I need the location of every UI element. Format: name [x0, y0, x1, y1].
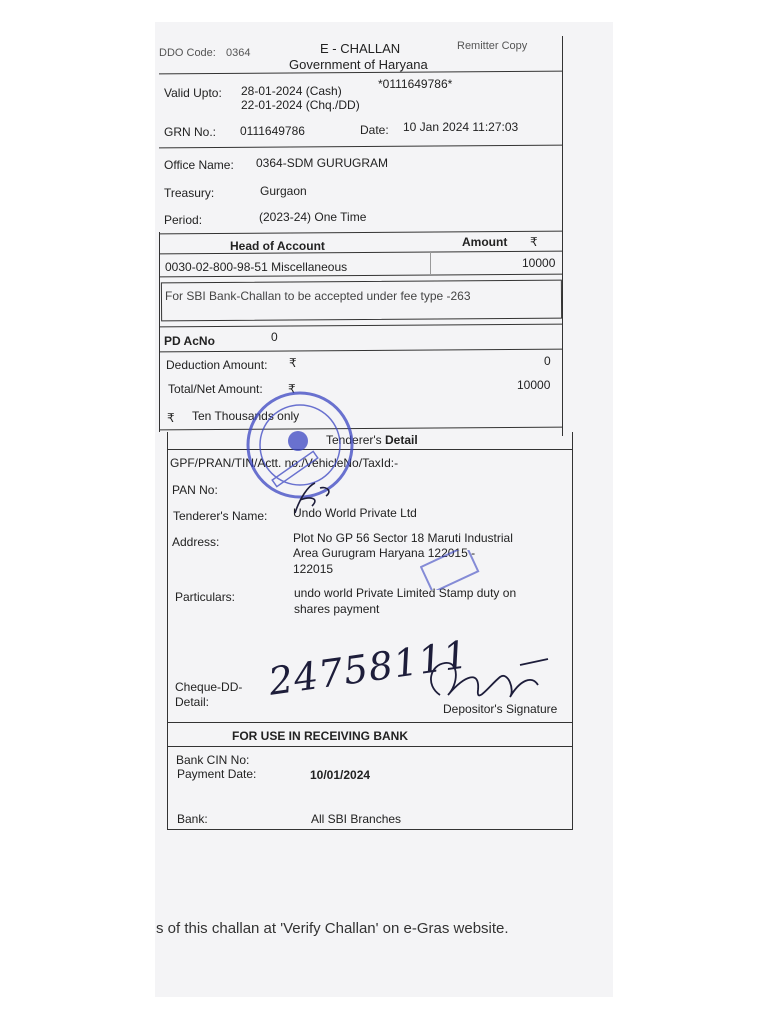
accounts-bottom-divider [159, 274, 563, 278]
tenderer-section-title [326, 434, 418, 446]
rupee-icon: ₹ [530, 235, 538, 249]
address-line-3: 122015 [293, 562, 334, 576]
depositor-signature-label: Depositor's Signature [443, 702, 558, 716]
accounts-header-divider [159, 251, 563, 255]
verify-challan-note: s of this challan at 'Verify Challan' on e-Gras website. [156, 920, 509, 937]
ddo-code-value: 0364 [226, 47, 251, 59]
grn-label: GRN No.: [164, 125, 217, 139]
amount-column-label: Amount [462, 235, 508, 249]
tenderer-section-label: Tenderer's [326, 433, 382, 447]
government-name: Government of Haryana [289, 57, 428, 72]
head-of-account-value: 0030-02-800-98-51 Miscellaneous [165, 260, 348, 274]
grn-value: 0111649786 [240, 124, 305, 138]
tenderer-header-divider [167, 449, 572, 450]
date-label: Date: [360, 123, 389, 137]
tenderer-name-value: Undo World Private Ltd [293, 506, 417, 520]
grn-divider [159, 145, 563, 149]
header-divider [159, 71, 563, 75]
total-amount-label: Total/Net Amount: [168, 382, 263, 396]
tenderer-section-label-bold: Detail [385, 433, 418, 447]
frame-right-lower [572, 432, 573, 830]
address-label: Address: [172, 535, 220, 549]
date-value: 10 Jan 2024 11:27:03 [403, 120, 519, 134]
pd-acno-value: 0 [271, 330, 278, 344]
address-line-1: Plot No GP 56 Sector 18 Maruti Industrial [293, 531, 513, 545]
cheque-dd-label: Cheque-DD- [175, 680, 243, 694]
receiving-bank-title: FOR USE IN RECEIVING BANK [232, 729, 409, 743]
sbi-note-divider [159, 324, 563, 328]
frame-left-mid [159, 232, 160, 432]
pd-acno-label: PD AcNo [164, 334, 215, 348]
gpf-label: GPF/PRAN/TIN/Actt. no./VehicleNo/TaxId:- [170, 456, 399, 470]
amount-in-words: Ten Thousands only [192, 409, 300, 423]
pd-divider [159, 349, 563, 353]
cheque-number-handwritten: 24758111 [265, 632, 472, 704]
office-divider [159, 231, 563, 235]
valid-upto-cash: 28-01-2024 (Cash) [241, 84, 342, 98]
rupee-icon: ₹ [167, 411, 175, 425]
pan-label: PAN No: [172, 483, 218, 497]
valid-upto-label: Valid Upto: [164, 86, 222, 100]
office-name-value: 0364-SDM GURUGRAM [256, 156, 389, 170]
accounts-column-divider [430, 252, 431, 274]
ddo-code-label: DDO Code: [159, 47, 216, 59]
bank-bottom-divider [167, 829, 572, 830]
barcode-text: *0111649786* [378, 77, 453, 91]
rupee-icon: ₹ [288, 382, 296, 396]
treasury-value: Gurgaon [260, 184, 307, 198]
period-value: (2023-24) One Time [259, 210, 367, 224]
tenderer-name-label: Tenderer's Name: [173, 509, 268, 523]
sbi-note: For SBI Bank-Challan to be accepted under fee type -263 [165, 289, 471, 303]
particulars-line-2: shares payment [294, 602, 380, 616]
head-of-account-label: Head of Account [230, 239, 325, 253]
frame-left-lower [167, 432, 168, 830]
valid-upto-cheque: 22-01-2024 (Chq./DD) [241, 98, 360, 112]
amount-value: 10000 [522, 256, 556, 270]
tenderer-bottom-divider [167, 722, 572, 723]
challan-title: E - CHALLAN [320, 41, 401, 56]
bank-cin-label: Bank CIN No: [176, 753, 250, 767]
particulars-line-1: undo world Private Limited Stamp duty on [294, 586, 517, 600]
bank-label: Bank: [177, 812, 208, 826]
copy-type: Remitter Copy [457, 40, 528, 52]
period-label: Period: [164, 213, 203, 227]
bank-value: All SBI Branches [311, 812, 402, 826]
frame-right-top [562, 36, 563, 436]
amounts-divider [159, 427, 563, 431]
particulars-label: Particulars: [175, 590, 236, 604]
bank-header-divider [167, 746, 572, 747]
office-name-label: Office Name: [164, 158, 234, 172]
treasury-label: Treasury: [164, 186, 215, 200]
payment-date-label: Payment Date: [177, 767, 257, 781]
rupee-icon: ₹ [289, 356, 297, 370]
deduction-amount-label: Deduction Amount: [166, 358, 268, 372]
deduction-amount-value: 0 [544, 354, 551, 368]
address-line-2: Area Gurugram Haryana 122015 - [293, 546, 476, 560]
cheque-detail-label: Detail: [175, 695, 210, 709]
total-amount-value: 10000 [517, 378, 551, 392]
payment-date-value: 10/01/2024 [310, 768, 371, 782]
